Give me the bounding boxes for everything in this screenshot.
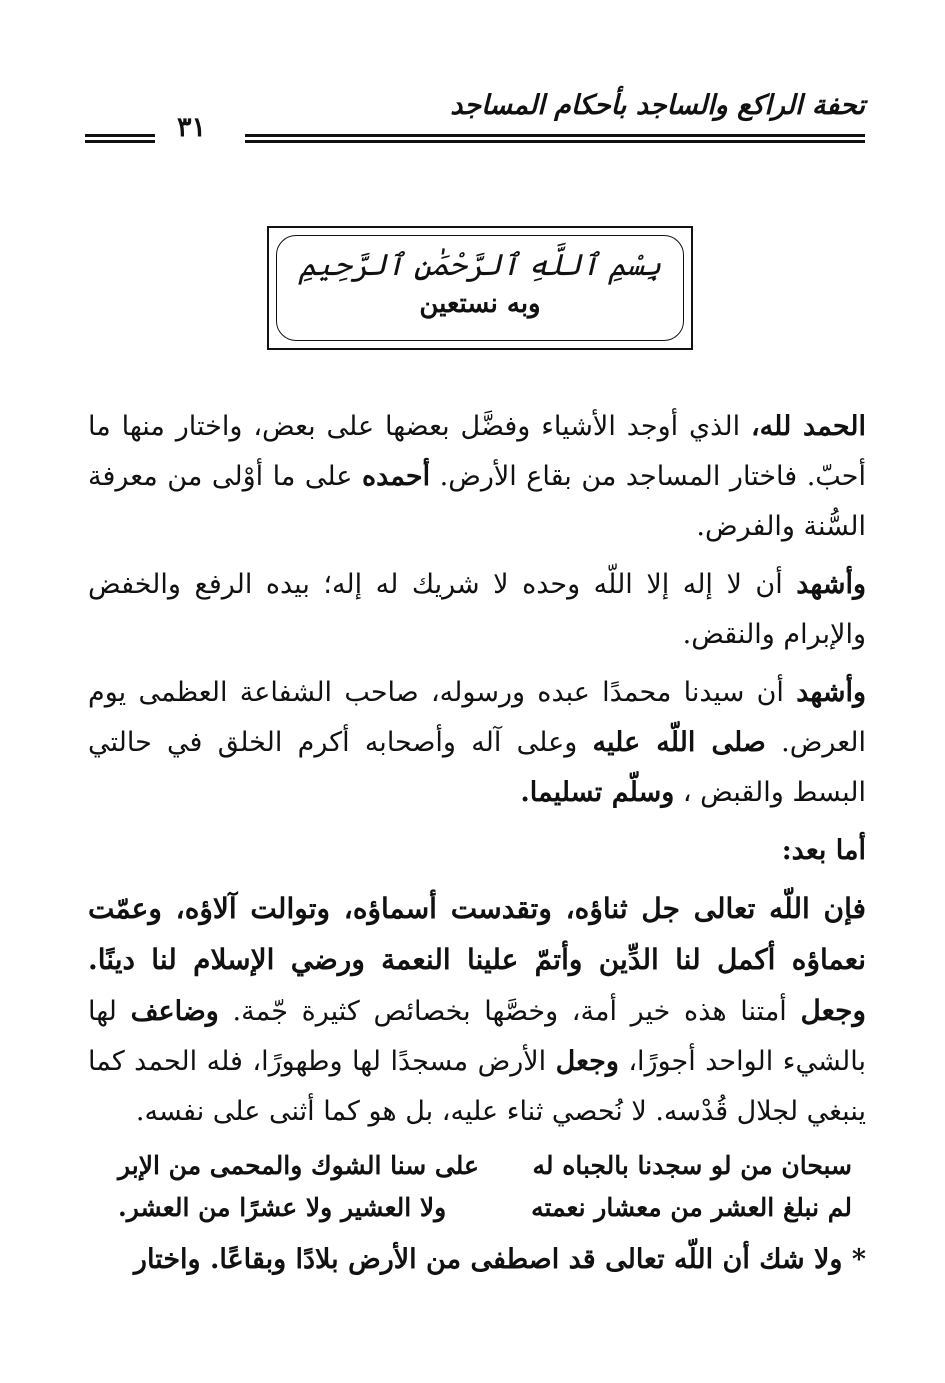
paragraph-testimony-2-bold-2: صلى اللّه عليه — [592, 727, 766, 758]
paragraph-praise-lead: الحمد لله، — [750, 411, 866, 442]
paragraph-testimony-2 — [88, 668, 866, 818]
paragraph-testimony-1 — [88, 560, 866, 660]
poem-line-2-first-hemistich: لم نبلغ العشر من معشار نعمته — [531, 1193, 852, 1222]
paragraph-blessings-text-2: لها بالشيء الواحد أجورًا، — [88, 996, 867, 1077]
paragraph-blessings-bold-2: وضاعف — [130, 996, 219, 1027]
paragraph-praise-text-2: على ما أوْلى من معرفة السُّنة والفرض. — [88, 461, 866, 542]
bismillah-inner-frame — [276, 235, 684, 341]
paragraph-praise-text-1: الذي أوجد الأشياء وفضَّل بعضها على بعض، واختار منها ما أحبّ. فاختار المساجد من بقاع الأرض. — [88, 411, 866, 492]
poem-line-1-second-hemistich: على سنا الشوك والمحمى من الإبر — [118, 1151, 479, 1180]
header-double-rule-right — [245, 132, 865, 146]
section-heading: أما بعد: — [781, 835, 866, 866]
poem-line-2-second-hemistich: ولا العشير ولا عشرًا من العشر. — [118, 1193, 447, 1222]
page-header — [85, 84, 865, 154]
poem-line-2 — [118, 1187, 852, 1229]
bismillah-box — [267, 226, 693, 350]
paragraph-testimony-1-lead: وأشهد — [796, 569, 866, 600]
paragraph-testimony-2-text-2: وعلى آله وأصحابه أكرم الخلق في حالتي البسط والقبض ، — [88, 727, 866, 808]
main-text — [88, 402, 866, 1285]
paragraph-testimony-2-bold-3: وسلّم تسليما. — [520, 777, 675, 808]
header-double-rule-left — [85, 132, 155, 146]
paragraph-blessings-bold-3: وجعل — [555, 1046, 619, 1077]
paragraph-testimony-2-text-1: أن سيدنا محمدًا عبده ورسوله، صاحب الشفاعة العظمى يوم العرض. — [88, 677, 866, 758]
paragraph-blessings-heavy: فإن اللّه تعالى جل ثناؤه، وتقدست أسماؤه، وتوالت آلاؤه، وعمّت نعماؤه أكمل لنا الدِّين وأتمّ علينا النعمة ورضي الإسلام لنا دينًا. وجعل — [88, 892, 867, 1027]
running-title: تحفة الراكع والساجد بأحكام المساجد — [450, 90, 865, 121]
paragraph-blessings — [88, 884, 866, 1137]
page-number: ٣١ — [177, 112, 207, 143]
closing-line: * ولا شك أن اللّه تعالى قد اصطفى من الأرض بلادًا وبقاعًا. واختار — [133, 1244, 866, 1275]
poem-line-1-first-hemistich: سبحان من لو سجدنا بالجباه له — [532, 1151, 852, 1180]
basmala-text: بِسْمِ ٱللَّهِ ٱلرَّحْمَٰنِ ٱلرَّحِيمِ — [298, 248, 662, 283]
paragraph-praise-bold-2: أحمده — [361, 461, 431, 492]
poem-line-1 — [118, 1145, 852, 1187]
poem — [118, 1145, 852, 1229]
bismillah-subtitle: وبه نستعين — [419, 289, 541, 319]
paragraph-praise — [88, 402, 866, 552]
paragraph-blessings-text-3: الأرض مسجدًا لها وطهورًا، فله الحمد كما ينبغي لجلال قُدْسه. لا نُحصي ثناء عليه، بل هو كما أثنى على نفسه. — [88, 1046, 866, 1127]
paragraph-blessings-text-1: أمتنا هذه خير أمة، وخصَّها بخصائص كثيرة جّمة. — [218, 996, 801, 1027]
paragraph-testimony-2-lead: وأشهد — [796, 677, 866, 708]
paragraph-testimony-1-text: أن لا إله إلا اللّه وحده لا شريك له إله؛ بيده الرفع والخفض والإبرام والنقض. — [88, 569, 866, 650]
